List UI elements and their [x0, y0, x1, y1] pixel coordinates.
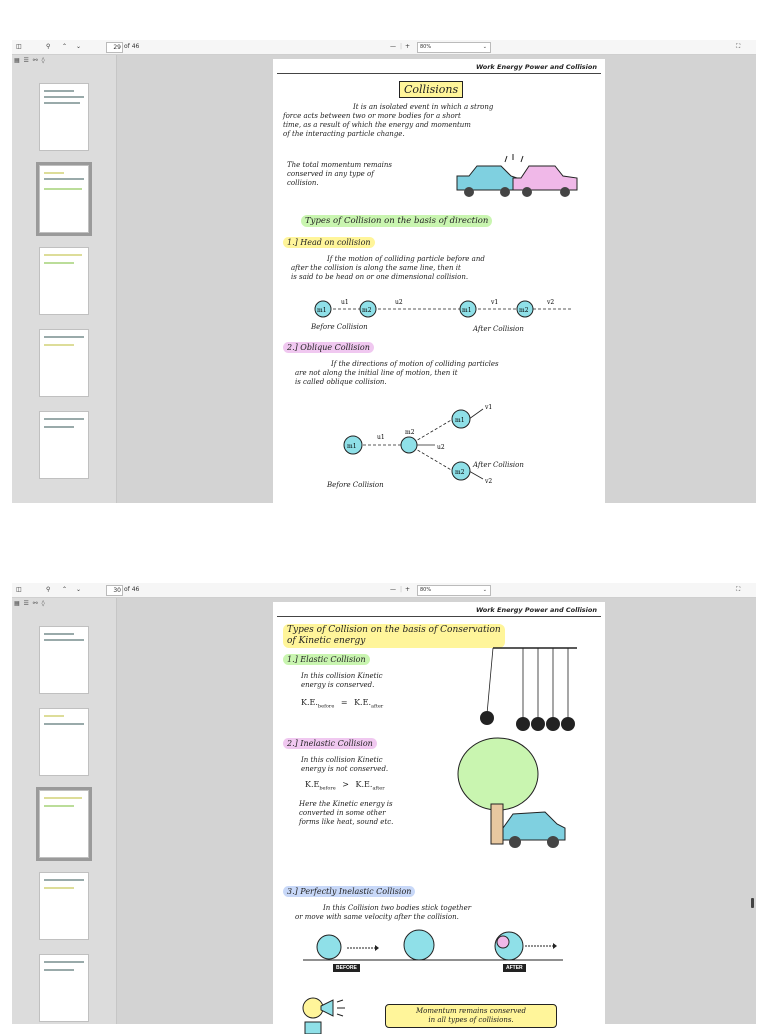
page-thumbnail[interactable] — [39, 708, 89, 776]
page-thumbnail-selected[interactable] — [39, 165, 89, 233]
page-thumbnail[interactable] — [39, 83, 89, 151]
toolbar — [12, 40, 756, 55]
m2-label: m2 — [455, 469, 465, 476]
oblique-description: If the directions of motion of colliding particles are not along the initial line of motion, then it is called oblique collision. — [295, 360, 499, 386]
zoom-value: 80% — [420, 44, 432, 50]
toolbar-divider: | — [400, 43, 403, 50]
head-on-title: 1.] Head on collision — [283, 237, 375, 248]
perfectly-inelastic-description: In this Collision two bodies stick together or move with same velocity after the collision. — [295, 904, 472, 921]
u1-label: u1 — [377, 434, 385, 441]
attachments-icon[interactable]: ⚯ — [32, 600, 38, 607]
header-rule — [277, 73, 601, 74]
zoom-out-icon[interactable]: — — [390, 43, 396, 50]
ke-heading: Types of Collision on the basis of Conservation of Kinetic energy — [283, 624, 505, 648]
search-icon[interactable]: ⚲ — [46, 43, 51, 50]
header-rule — [277, 616, 601, 617]
car-collision-illustration — [453, 154, 583, 204]
outline-view-icon[interactable]: ☰ — [23, 57, 29, 64]
outline-view-icon[interactable]: ☰ — [23, 600, 29, 607]
section-title: Collisions — [399, 81, 463, 98]
v1-label: v1 — [485, 404, 493, 411]
elastic-formula: $K.E._{before} = K.E._{after}$ — [301, 698, 384, 710]
after-label: AFTER — [503, 964, 526, 972]
running-header: Work Energy Power and Collision — [475, 606, 597, 614]
layers-icon[interactable]: ◊ — [41, 600, 45, 607]
page-thumbnail[interactable] — [39, 411, 89, 479]
fullscreen-icon[interactable]: ⛶ — [736, 43, 741, 50]
inelastic-title: 2.] Inelastic Collision — [283, 738, 377, 749]
chevron-down-icon[interactable]: ⌄ — [76, 586, 82, 593]
chevron-up-icon[interactable]: ⌃ — [62, 43, 68, 50]
m1-label: m1 — [455, 417, 465, 424]
perfectly-inelastic-title: 3.] Perfectly Inelastic Collision — [283, 886, 415, 897]
zoom-in-icon[interactable]: + — [405, 586, 411, 593]
u1-label: u1 — [341, 299, 349, 306]
m1-label: m1 — [317, 307, 327, 314]
megaphone-person-illustration — [297, 994, 357, 1034]
search-icon[interactable]: ⚲ — [46, 586, 51, 593]
pdf-viewer-window-1 — [12, 40, 756, 503]
head-on-description: If the motion of colliding particle before and after the collision is along the same line, then it is said to be head on or one dimensional collision. — [291, 255, 485, 281]
toolbar — [12, 583, 756, 598]
elastic-description: In this collision Kinetic energy is conserved. — [301, 672, 383, 689]
m2-label: m2 — [519, 307, 529, 314]
m2-label: m2 — [362, 307, 372, 314]
thumbnail-sidebar — [12, 55, 117, 503]
attachments-icon[interactable]: ⚯ — [32, 57, 38, 64]
chevron-down-icon: ⌄ — [482, 44, 487, 50]
thumbnail-view-icon[interactable]: ▦ — [14, 57, 20, 64]
inelastic-description: In this collision Kinetic energy is not conserved. — [301, 756, 389, 773]
pdf-viewer-window-2 — [12, 583, 756, 1024]
chevron-down-icon[interactable]: ⌄ — [76, 43, 82, 50]
zoom-select[interactable] — [417, 585, 491, 596]
after-collision-label: After Collision — [473, 325, 524, 333]
before-collision-label: Before Collision — [327, 481, 384, 489]
fullscreen-icon[interactable]: ⛶ — [736, 586, 741, 593]
momentum-note: The total momentum remains conserved in any type of collision. — [287, 161, 392, 187]
toolbar-divider: | — [400, 586, 403, 593]
v1-label: v1 — [491, 299, 499, 306]
m1-label: m1 — [347, 443, 357, 450]
v2-label: v2 — [485, 478, 493, 485]
before-collision-label: Before Collision — [311, 323, 368, 331]
page-thumbnail[interactable] — [39, 329, 89, 397]
momentum-callout: Momentum remains conserved in all types of collisions. — [385, 1004, 557, 1028]
zoom-select[interactable] — [417, 42, 491, 53]
v2-label: v2 — [547, 299, 555, 306]
page-number-input[interactable]: 30 — [106, 585, 123, 596]
inelastic-note: Here the Kinetic energy is converted in some other forms like heat, sound etc. — [299, 800, 394, 826]
perfectly-inelastic-diagram — [303, 928, 573, 968]
newtons-cradle-illustration — [483, 644, 583, 734]
page-thumbnail[interactable] — [39, 247, 89, 315]
direction-heading: Types of Collision on the basis of direction — [301, 215, 492, 227]
page-thumbnail-selected[interactable] — [39, 790, 89, 858]
scrollbar-thumb[interactable] — [751, 898, 754, 908]
total-pages: of 46 — [124, 43, 140, 50]
thumbnail-view-icon[interactable]: ▦ — [14, 600, 20, 607]
sidebar-tabs — [14, 600, 45, 607]
oblique-diagram — [343, 399, 523, 487]
sidebar-toggle-icon[interactable]: ◫ — [16, 586, 22, 593]
before-label: BEFORE — [333, 964, 360, 972]
chevron-up-icon[interactable]: ⌃ — [62, 586, 68, 593]
running-header: Work Energy Power and Collision — [475, 63, 597, 71]
after-collision-label: After Collision — [473, 461, 524, 469]
intro-paragraph: It is an isolated event in which a strong force acts between two or more bodies for a short time, as a result of which the energy and momentum of the interacting particle change. — [283, 103, 494, 138]
elastic-title: 1.] Elastic Collision — [283, 654, 370, 665]
u2-label: u2 — [395, 299, 403, 306]
pdf-page — [273, 59, 605, 503]
car-hits-tree-illustration — [453, 732, 583, 852]
head-on-diagram — [313, 297, 583, 319]
zoom-value: 80% — [420, 587, 432, 593]
page-thumbnail[interactable] — [39, 626, 89, 694]
zoom-out-icon[interactable]: — — [390, 586, 396, 593]
chevron-down-icon: ⌄ — [482, 587, 487, 593]
sidebar-tabs — [14, 57, 45, 64]
oblique-title: 2.] Oblique Collision — [283, 342, 374, 353]
m1-label: m1 — [462, 307, 472, 314]
thumbnail-sidebar — [12, 598, 117, 1024]
m2-label: m2 — [405, 429, 415, 436]
inelastic-formula: $K.E_{before} > K.E._{after}$ — [305, 780, 385, 792]
total-pages: of 46 — [124, 586, 140, 593]
layers-icon[interactable]: ◊ — [41, 57, 45, 64]
sidebar-toggle-icon[interactable]: ◫ — [16, 43, 22, 50]
document-view[interactable] — [117, 598, 756, 1024]
document-view[interactable] — [117, 55, 756, 503]
page-thumbnail[interactable] — [39, 872, 89, 940]
u2-label: u2 — [437, 444, 445, 451]
page-thumbnail[interactable] — [39, 954, 89, 1022]
zoom-in-icon[interactable]: + — [405, 43, 411, 50]
pdf-page — [273, 602, 605, 1032]
page-number-input[interactable]: 29 — [106, 42, 123, 53]
